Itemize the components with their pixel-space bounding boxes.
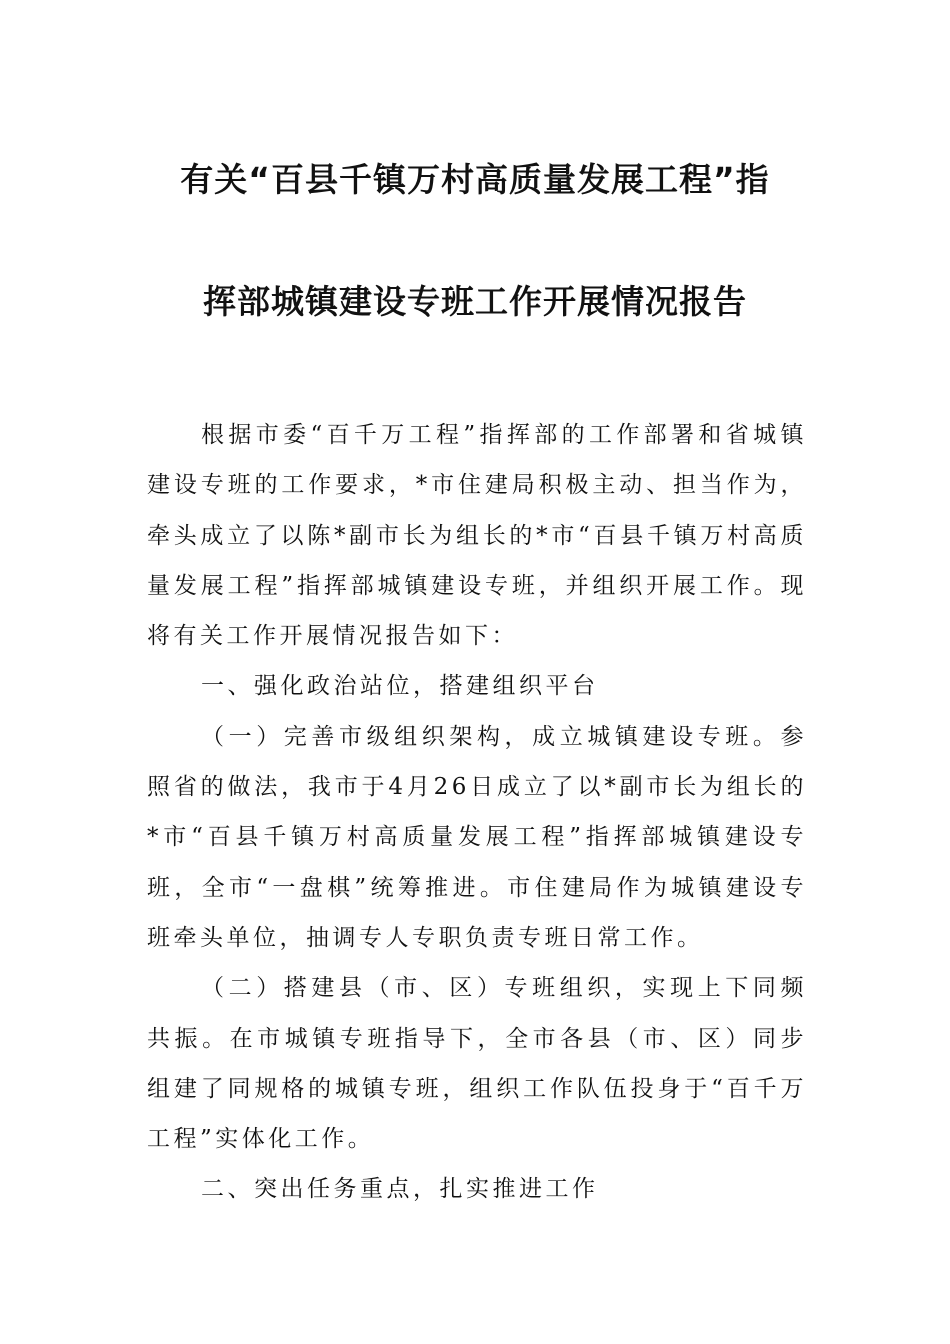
document-title-line-2: 挥部城镇建设专班工作开展情况报告 — [203, 282, 747, 321]
subsection-paragraph-2: （二）搭建县（市、区）专班组织，实现上下同频共振。在市城镇专班指导下，全市各县（市、区）同步组建了同规格的城镇专班，组织工作队伍投身于“百千万工程”实体化工作。 — [147, 975, 807, 1153]
subsection-paragraph-1: （一）完善市级组织架构，成立城镇建设专班。参照省的做法，我市于4月26日成立了以*副市长为组长的*市“百县千镇万村高质量发展工程”指挥部城镇建设专班，全市“一盘棋”统筹推进。市住建局作为城镇建设专班牵头单位，抽调专人专职负责专班日常工作。 — [147, 723, 807, 951]
section-heading-1: 一、强化政治站位，搭建组织平台 — [201, 673, 599, 700]
section-heading-2: 二、突出任务重点，扎实推进工作 — [201, 1176, 599, 1203]
document-title-line-1: 有关“百县千镇万村高质量发展工程”指 — [180, 160, 770, 199]
intro-paragraph: 根据市委“百千万工程”指挥部的工作部署和省城镇建设专班的工作要求，*市住建局积极主动、担当作为，牵头成立了以陈*副市长为组长的*市“百县千镇万村高质量发展工程”指挥部城镇建设专班，并组织开展工作。现将有关工作开展情况报告如下： — [147, 422, 807, 650]
document-body — [147, 410, 807, 1215]
